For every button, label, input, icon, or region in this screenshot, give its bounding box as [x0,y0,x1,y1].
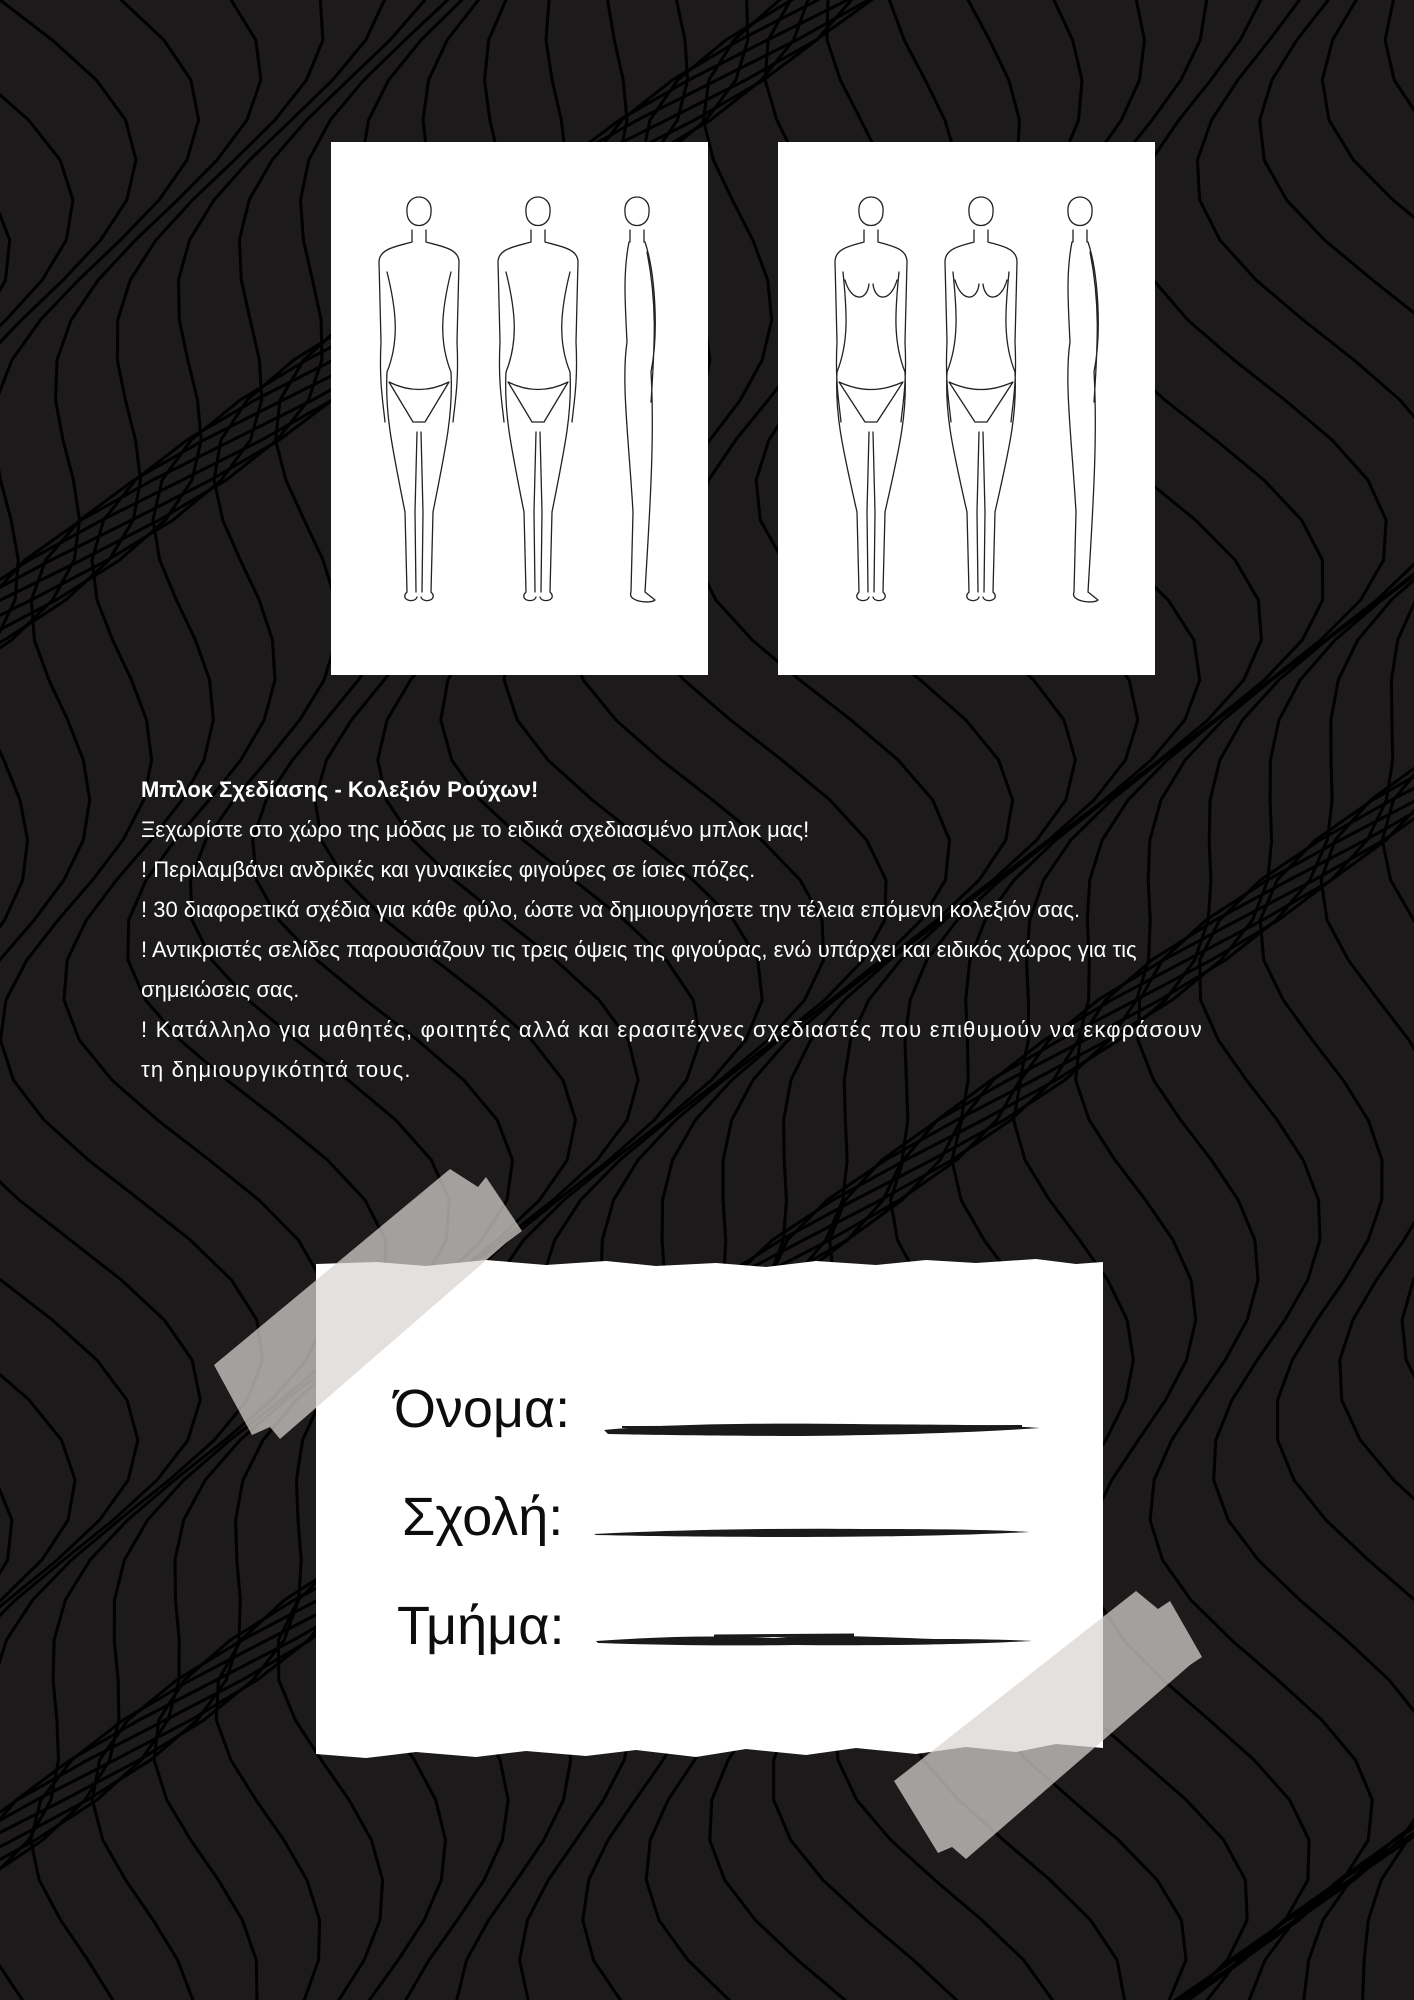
male-croquis-figure [331,142,708,675]
name-write-line[interactable] [602,1418,1042,1442]
department-label: Τμήμα: [397,1596,565,1656]
name-label: Όνομα: [394,1379,571,1439]
masking-tape-top-left [210,1165,530,1445]
school-write-line[interactable] [592,1522,1032,1542]
description-title: Μπλοκ Σχεδίασης - Κολεξιόν Ρούχων! [141,777,539,802]
description-line: Ξεχωρίστε στο χώρο της μόδας με το ειδικά σχεδιασμένο μπλοκ μας! [141,817,810,842]
description-line: ! Κατάλληλο για μαθητές, φοιτητές αλλά και ερασιτέχνες σχεδιαστές που επιθυμούν να εκφράσουν τη δημιουργικότητά τους. [141,1017,1204,1082]
female-croquis-figure [778,142,1155,675]
description-line: ! 30 διαφορετικά σχέδια για κάθε φύλο, ώστε να δημιουργήσετε την τέλεια επόμενη κολεξιόν σας. [141,897,1081,922]
product-description [141,770,1231,1090]
masking-tape-bottom-right [890,1585,1210,1865]
description-line: ! Περιλαμβάνει ανδρικές και γυναικείες φιγούρες σε ίσιες πόζες. [141,857,756,882]
description-line: ! Αντικριστές σελίδες παρουσιάζουν τις τρεις όψεις της φιγούρας, ενώ υπάρχει και ειδικός χώρος για τις σημειώσεις σας. [141,937,1137,1002]
male-figures-sheet [331,142,708,675]
female-figures-sheet [778,142,1155,675]
school-label: Σχολή: [402,1487,564,1547]
